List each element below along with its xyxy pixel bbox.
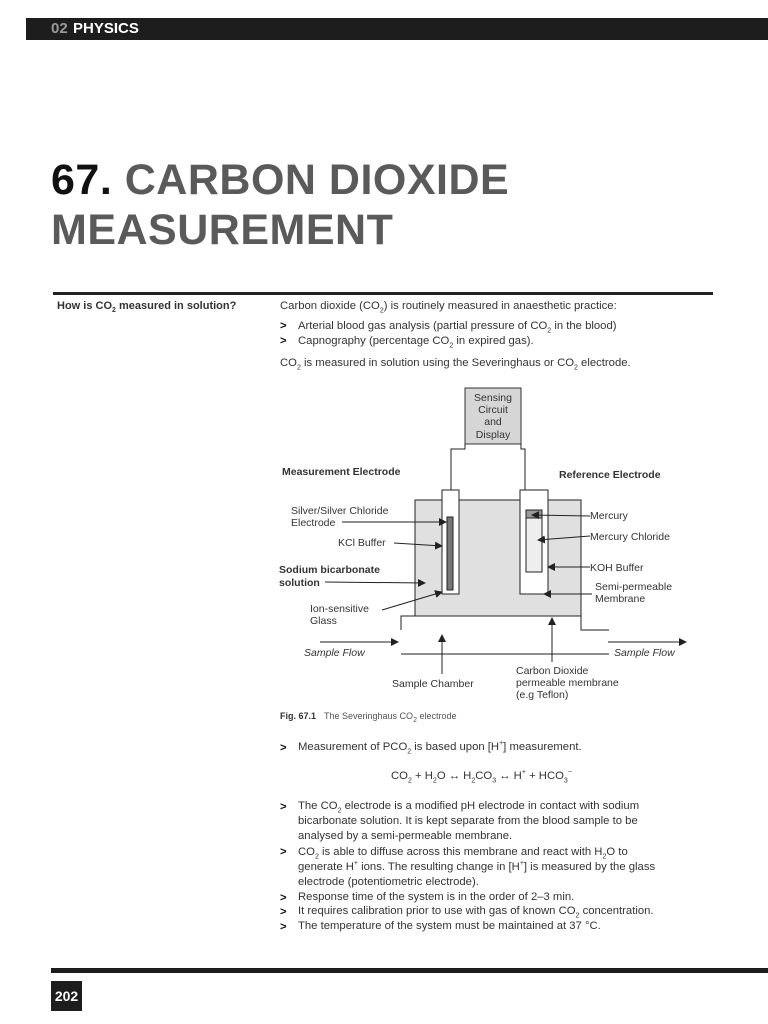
footer-rule: [51, 968, 768, 973]
chapter-title: PHYSICS: [73, 20, 139, 37]
reference-electrode-label: Reference Electrode: [559, 469, 661, 481]
bullet-modified-ph-electrode: The $CO_2$ electrode is a modified pH electrode in contact with sodium bicarbonate solution. It is kept separate from the blood sample to be analysed by a semi-permeable membrane.: [298, 800, 640, 842]
bullet-capnography: Capnography (percentage $CO_2$ in expired gas).: [298, 335, 534, 350]
sensing-label-2: Circuit: [478, 404, 508, 416]
bullet-marker: >: [280, 892, 287, 904]
semi-permeable-label-2: Membrane: [595, 593, 646, 605]
side-question: How is $CO_2$ measured in solution?: [57, 300, 237, 315]
chamber-left-wall: [401, 616, 415, 630]
chemical-equation: $CO_2 + H_2O$ ↔ $H_2CO_3$ ↔ $H^+ + HCO_3^-$: [391, 769, 572, 785]
sensing-label-4: Display: [475, 429, 511, 441]
semi-permeable-label-1: Semi-permeable: [595, 581, 673, 593]
kcl-buffer-label: KCl Buffer: [338, 537, 386, 549]
sodium-bicarbonate-label-1: Sodium bicarbonate: [279, 564, 380, 576]
bullet-marker: >: [280, 742, 287, 754]
bullet-diffusion: $CO_2$ is able to diffuse across this membrane and react with $H_2O$ to generate H+ ions. The resulting change in [H+] is measured by the glass electrode (potentiometric electrode).: [298, 846, 656, 888]
electrode-text: $CO_2$ is measured in solution using the Severinghaus or $CO_2$ electrode.: [280, 357, 631, 372]
mercury-layer: [526, 510, 542, 518]
silver-chloride-core: [447, 517, 453, 590]
sample-chamber-label: Sample Chamber: [392, 678, 474, 690]
measurement-electrode-label: Measurement Electrode: [282, 466, 401, 478]
wire-reference: [521, 444, 525, 490]
severinghaus-electrode-diagram: [270, 380, 700, 710]
sample-flow-left-label: Sample Flow: [304, 647, 365, 659]
bullet-response-time: Response time of the system is in the order of 2–3 min.: [298, 891, 575, 903]
intro-text: Carbon dioxide $(CO_2)$ is routinely measured in anaesthetic practice:: [280, 300, 617, 315]
reference-inner-tube: [526, 510, 542, 572]
page-number: 202: [51, 981, 82, 1011]
co2-membrane-label-3: (e.g Teflon): [516, 689, 569, 701]
section-rule: [53, 292, 713, 295]
silver-chloride-label-1: Silver/Silver Chloride: [291, 505, 389, 517]
mercury-label: Mercury: [590, 510, 628, 522]
title-line-2: MEASUREMENT: [51, 206, 394, 254]
title-number: 67.: [51, 156, 113, 204]
wire-measurement: [451, 444, 465, 490]
bullet-marker: >: [280, 320, 287, 332]
co2-membrane-label-2: permeable membrane: [516, 677, 619, 689]
chapter-number: 02: [51, 20, 68, 37]
mercury-chloride-label: Mercury Chloride: [590, 531, 670, 543]
sensing-label-3: and: [484, 416, 502, 428]
silver-chloride-label-2: Electrode: [291, 517, 336, 529]
bullet-marker: >: [280, 921, 287, 933]
sodium-bicarbonate-label-2: solution: [279, 577, 320, 589]
bullet-marker: >: [280, 335, 287, 347]
pco2-text: Measurement of $PCO_2$ is based upon [H+] measurement.: [298, 740, 582, 756]
sodium-bicarbonate-arrow: [325, 582, 425, 583]
title-line-1: CARBON DIOXIDE: [124, 156, 510, 204]
ion-sensitive-label-1: Ion-sensitive: [310, 603, 369, 615]
bullet-marker: >: [280, 906, 287, 918]
co2-membrane-label-1: Carbon Dioxide: [516, 665, 589, 677]
ion-sensitive-label-2: Glass: [310, 615, 337, 627]
sensing-label-1: Sensing: [474, 392, 512, 404]
chamber-right-wall: [581, 616, 609, 630]
bullet-temperature: The temperature of the system must be maintained at 37 °C.: [298, 920, 601, 932]
figure-caption: Fig. 67.1 The Severinghaus $CO_2$ electrode: [280, 711, 457, 724]
chapter-header-bar: [26, 18, 768, 40]
bullet-marker: >: [280, 801, 287, 813]
bullet-calibration: It requires calibration prior to use with gas of known $CO_2$ concentration.: [298, 905, 654, 920]
bullet-marker: >: [280, 846, 287, 858]
page-title: [51, 155, 509, 255]
koh-buffer-label: KOH Buffer: [590, 562, 644, 574]
bullet-abg: Arterial blood gas analysis (partial pressure of $CO_2$ in the blood): [298, 320, 617, 335]
chamber-body: [415, 500, 581, 616]
sample-flow-right-label: Sample Flow: [614, 647, 675, 659]
